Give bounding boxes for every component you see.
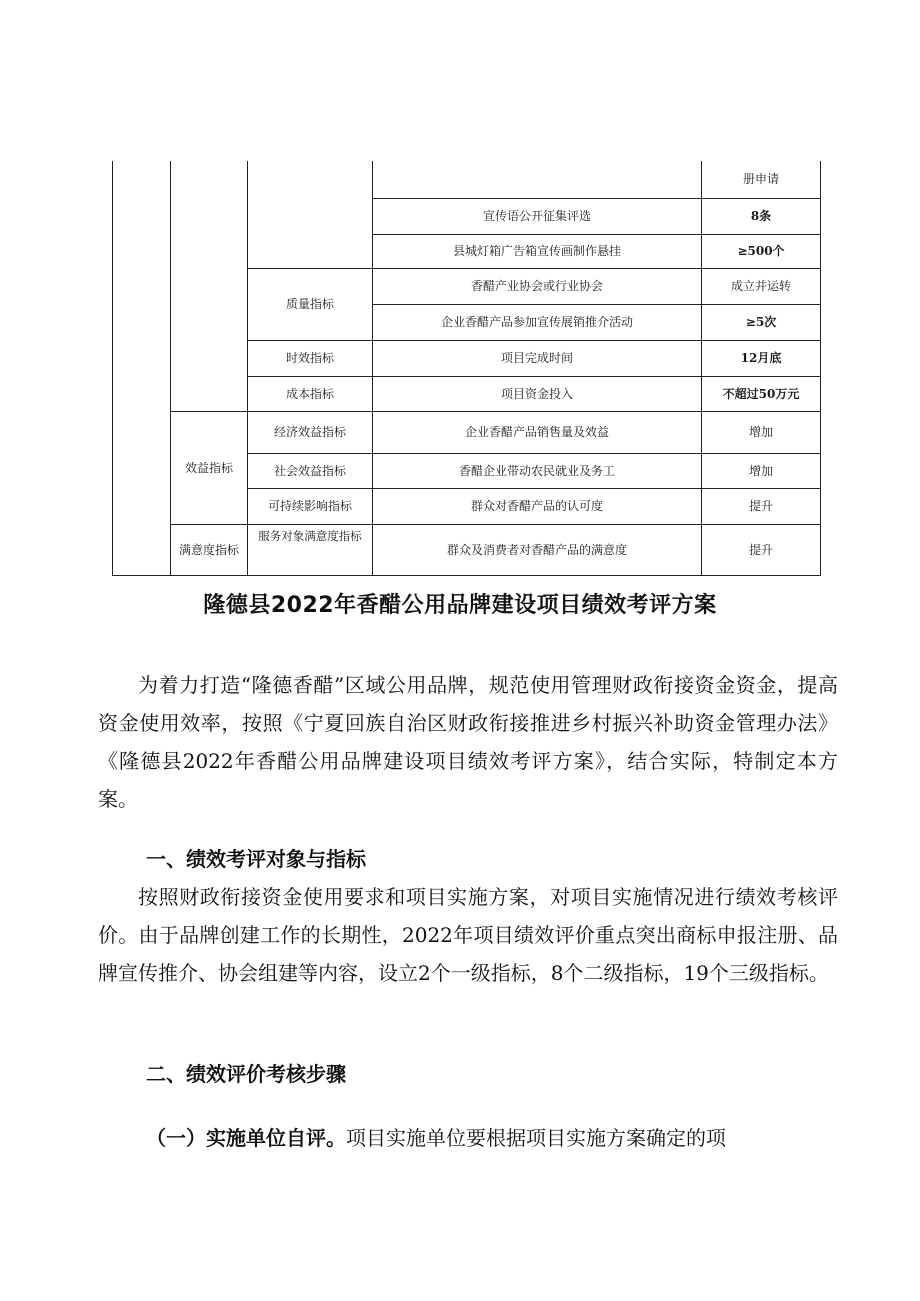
indicator-table bbox=[112, 161, 821, 576]
table-cell-value: 提升 bbox=[748, 542, 773, 557]
table-rule bbox=[820, 161, 821, 576]
table-cell-level3: 服务对象满意度指标 bbox=[258, 528, 362, 543]
table-cell-value: 册申请 bbox=[742, 172, 779, 186]
table-rule bbox=[112, 575, 821, 576]
table-cell-content: 企业香醋产品销售量及效益 bbox=[464, 425, 609, 439]
table-cell-value: ≥5次 bbox=[745, 315, 777, 329]
table-cell-content: 香醋产业协会或行业协会 bbox=[470, 279, 603, 293]
table-cell-level3: 经济效益指标 bbox=[273, 425, 346, 439]
table-cell-content: 项目资金投入 bbox=[500, 386, 573, 401]
subsection-text: 项目实施单位要根据项目实施方案确定的项 bbox=[346, 1126, 726, 1150]
table-cell-value: 提升 bbox=[748, 499, 773, 513]
table-cell-level2: 满意度指标 bbox=[178, 542, 239, 557]
table-cell-value: 12月底 bbox=[740, 351, 782, 365]
table-cell-level3: 时效指标 bbox=[285, 351, 334, 365]
table-cell-level3: 可持续影响指标 bbox=[267, 499, 352, 513]
table-cell-content: 企业香醋产品参加宣传展销推介活动 bbox=[440, 315, 633, 329]
table-cell-content: 群众及消费者对香醋产品的满意度 bbox=[446, 542, 627, 557]
section-paragraph: 按照财政衔接资金使用要求和项目实施方案，对项目实施情况进行绩效考核评价。由于品牌创建工作的长期性，2022年项目绩效评价重点突出商标申报注册、品牌宣传推介、协会组建等内容，设立2个一级指标，8个二级指标，19个三级指标。 bbox=[98, 885, 838, 985]
table-cell-content: 香醋企业带动农民就业及务工 bbox=[458, 463, 615, 478]
table-cell-value: ≥500个 bbox=[737, 244, 785, 258]
subsection-label: （一）实施单位自评。 bbox=[146, 1126, 346, 1150]
table-rule bbox=[112, 161, 113, 576]
table-cell-value: 成立并运转 bbox=[730, 279, 791, 293]
table-cell-content: 宣传语公开征集评选 bbox=[482, 209, 591, 223]
document-title: 隆德县2022年香醋公用品牌建设项目绩效考评方案 bbox=[203, 593, 717, 618]
table-cell-level3: 成本指标 bbox=[285, 386, 334, 401]
table-cell-content: 县城灯箱广告箱宣传画制作悬挂 bbox=[452, 244, 621, 258]
table-cell-value: 8条 bbox=[750, 209, 772, 223]
table-cell-content: 项目完成时间 bbox=[500, 351, 573, 365]
section-heading: 二、绩效评价考核步骤 bbox=[146, 1062, 346, 1086]
subsection-line bbox=[146, 1122, 838, 1151]
table-cell-value: 增加 bbox=[748, 463, 773, 478]
table-cell-level3: 社会效益指标 bbox=[273, 463, 346, 478]
table-cell-value: 不超过50万元 bbox=[722, 386, 800, 401]
intro-paragraph: 为着力打造“隆德香醋”区域公用品牌，规范使用管理财政衔接资金资金，提高资金使用效率，按照《宁夏回族自治区财政衔接推进乡村振兴补助资金管理办法》《隆德县2022年香醋公用品牌建设项目绩效考评方案》，结合实际，特制定本方案。 bbox=[98, 673, 838, 811]
table-cell-level2: 效益指标 bbox=[184, 460, 233, 475]
section-heading: 一、绩效考评对象与指标 bbox=[146, 847, 366, 871]
table-cell-value: 增加 bbox=[748, 425, 773, 439]
table-cell-content: 群众对香醋产品的认可度 bbox=[470, 499, 603, 513]
table-cell-level3: 质量指标 bbox=[285, 297, 334, 311]
